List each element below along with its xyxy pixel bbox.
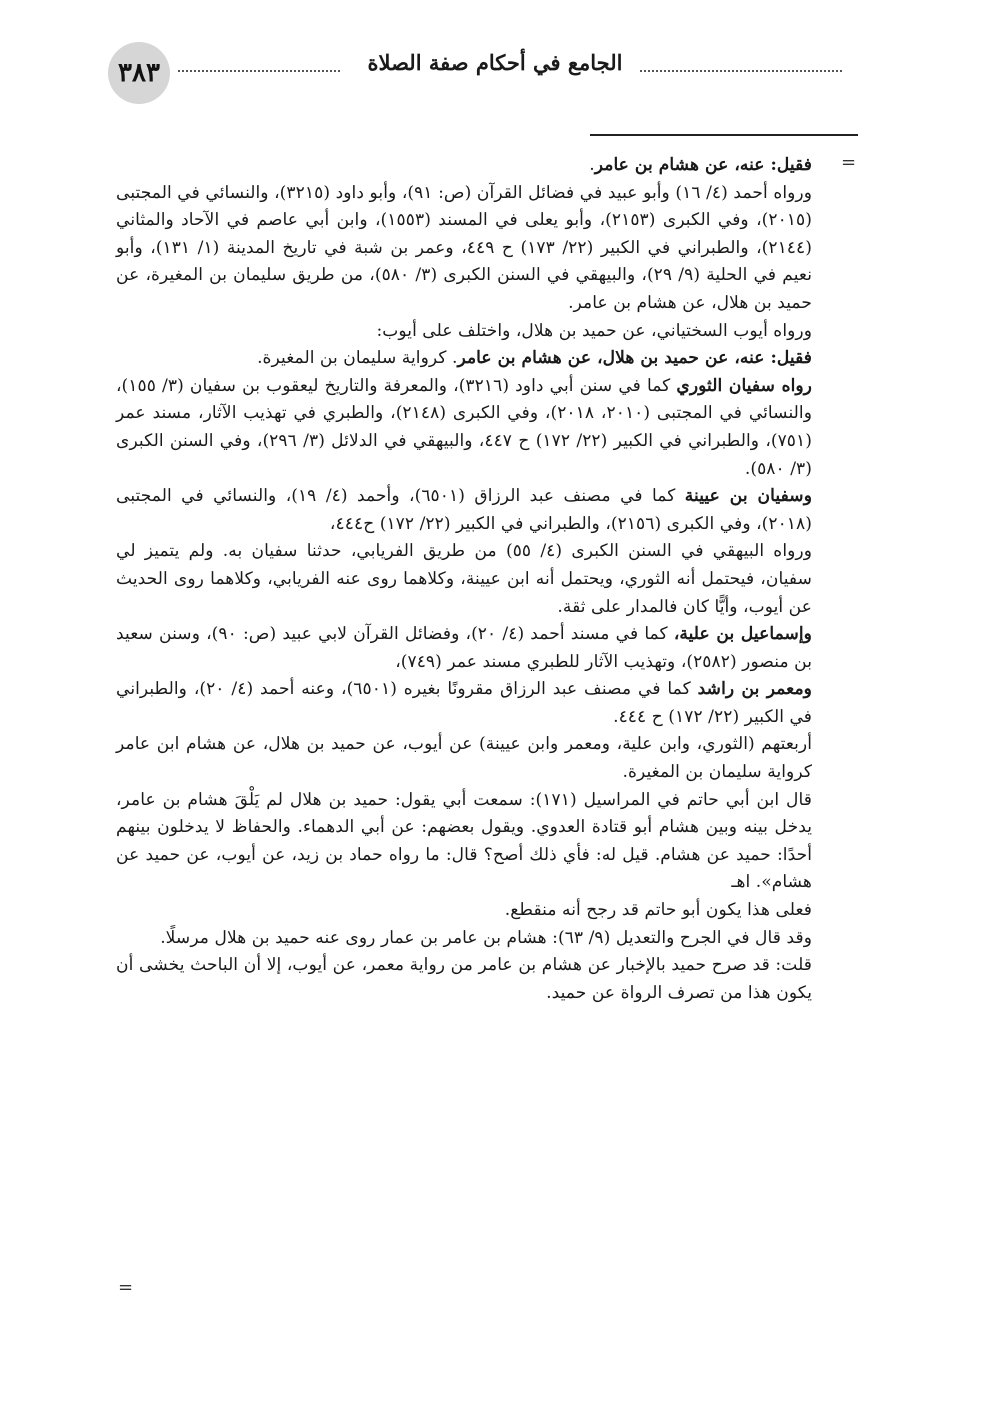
bold-lead: رواه سفيان الثوري <box>676 375 812 396</box>
paragraph-text: . كرواية سليمان بن المغيرة. <box>257 348 458 369</box>
paragraph <box>116 952 812 1007</box>
bold-lead: وإسماعيل بن علية، <box>673 624 812 645</box>
paragraph <box>116 318 812 346</box>
paragraph <box>116 676 812 731</box>
paragraph-text: ورواه أيوب السختياني، عن حميد بن هلال، واختلف على أيوب: <box>376 320 812 341</box>
paragraph-text: كما في مسند أحمد (٤/ ٢٠)، وفضائل القرآن لابي عبيد (ص: ٩٠)، وسنن سعيد بن منصور (٢٥٨٢)، وتهذيب الآثار للطبري مسند عمر (٧٤٩)، <box>116 624 812 672</box>
paragraph <box>116 538 812 621</box>
paragraph <box>116 180 812 318</box>
paragraph <box>116 345 812 373</box>
paragraph-text: وقد قال في الجرح والتعديل (٩/ ٦٣): هشام بن عامر بن عمار روى عنه حميد بن هلال مرسلًا. <box>160 927 812 948</box>
dotted-leader-right <box>640 70 842 72</box>
paragraph-text: كما في مصنف عبد الرزاق مقرونًا بغيره (٦٥٠١)، وعنه أحمد (٤/ ٢٠)، والطبراني في الكبير (٢٢/ ١٧٢) ح ٤٤٤. <box>116 679 812 727</box>
footnote-separator-rule <box>590 134 858 136</box>
paragraph <box>116 483 812 538</box>
paragraph-text: فعلى هذا يكون أبو حاتم قد رجح أنه منقطع. <box>504 900 812 921</box>
bold-lead: فقيل: عنه، عن هشام بن عامر <box>594 155 812 175</box>
dotted-leader-left <box>178 70 340 72</box>
bold-lead: وسفيان بن عيينة <box>684 486 812 507</box>
page-number: ٣٨٣ <box>108 42 170 104</box>
paragraph <box>116 897 812 925</box>
paragraph-text: ورواه أحمد (٤/ ١٦) وأبو عبيد في فضائل القرآن (ص: ٩١)، وأبو داود (٣٢١٥)، والنسائي في المجتبى (٢٠١٥)، وفي الكبرى (٢١٥٣)، وأبو يعلى في المسند (١٥٥٣)، وابن أبي عاصم في الآحاد والمثاني (٢١٤٤)، والطبراني في الكبير (٢٢/ ١٧٣) ح ٤٤٩، وعمر بن شبة في تاريخ المدينة (١/ ١٣١)، وأبو نعيم في الحلية (٩/ ٢٩)، والبيهقي في السنن الكبرى (٣/ ٥٨٠)، من طريق سليمان بن المغيرة، عن حميد بن هلال، عن هشام بن عامر. <box>116 182 813 313</box>
continuation-mark-top: = <box>841 152 857 173</box>
paragraph-text: قلت: قد صرح حميد بالإخبار عن هشام بن عامر من رواية معمر، عن أيوب، إلا أن الباحث يخشى أن يكون هذا من تصرف الرواة عن حميد. <box>116 955 812 1003</box>
paragraph-text: أربعتهم (الثوري، وابن علية، ومعمر وابن عيينة) عن أيوب، عن حميد بن هلال، عن هشام ابن عامر كرواية سليمان بن المغيرة. <box>116 734 812 783</box>
running-title: الجامع في أحكام صفة الصلاة <box>367 50 623 75</box>
paragraph <box>116 621 812 676</box>
paragraph <box>116 787 812 897</box>
paragraph <box>116 731 812 786</box>
paragraph <box>116 925 812 953</box>
paragraph <box>116 152 812 180</box>
bold-lead: فقيل: عنه، عن حميد بن هلال، عن هشام بن عامر <box>457 348 812 369</box>
footnote-body <box>116 152 812 1007</box>
paragraph-text: كما في مصنف عبد الرزاق (٦٥٠١)، وأحمد (٤/ ١٩)، والنسائي في المجتبى (٢٠١٨)، وفي الكبرى (٢١٥٦)، والطبراني في الكبير (٢٢/ ١٧٢) ح٤٤٤، <box>116 486 812 534</box>
page-header <box>0 0 1004 110</box>
paragraph-text: قال ابن أبي حاتم في المراسيل (١٧١): سمعت أبي يقول: حميد بن هلال لم يَلْقَ هشام بن عامر، يدخل بينه وبين هشام أبو قتادة العدوي. ويقول بعضهم: عن أبي الدهماء. والحفاظ لا يدخلون بينهم أحدًا: حميد عن هشام. قيل له: فأي ذلك أصح؟ قال: ما رواه حماد بن زيد، عن أيوب، عن حميد عن هشام». اهـ <box>116 789 812 893</box>
paragraph-text: كما في سنن أبي داود (٣٢١٦)، والمعرفة والتاريخ ليعقوب بن سفيان (٣/ ١٥٥)، والنسائي في المجتبى (٢٠١٠، ٢٠١٨)، وفي الكبرى (٢١٤٨)، والطبري في تهذيب الآثار، مسند عمر (٧٥١)، والطبراني في الكبير (٢٢/ ١٧٢) ح ٤٤٧، والبيهقي في الدلائل (٣/ ٢٩٦)، وفي السنن الكبرى (٣/ ٥٨٠). <box>116 375 812 479</box>
continuation-mark-bottom: = <box>118 1277 134 1298</box>
paragraph <box>116 373 812 483</box>
bold-lead: ومعمر بن راشد <box>697 679 812 700</box>
paragraph-text: ورواه البيهقي في السنن الكبرى (٤/ ٥٥) من طريق الفريابي، حدثنا سفيان به. ولم يتميز لي سفيان، فيحتمل أنه الثوري، ويحتمل أنه ابن عيينة، وكلاهما روى عنه الفريابي، وكلاهما روى الحديث عن أيوب، وأيًّا كان فالمدار على ثقة. <box>116 541 812 617</box>
paragraph-text: . <box>589 155 595 175</box>
